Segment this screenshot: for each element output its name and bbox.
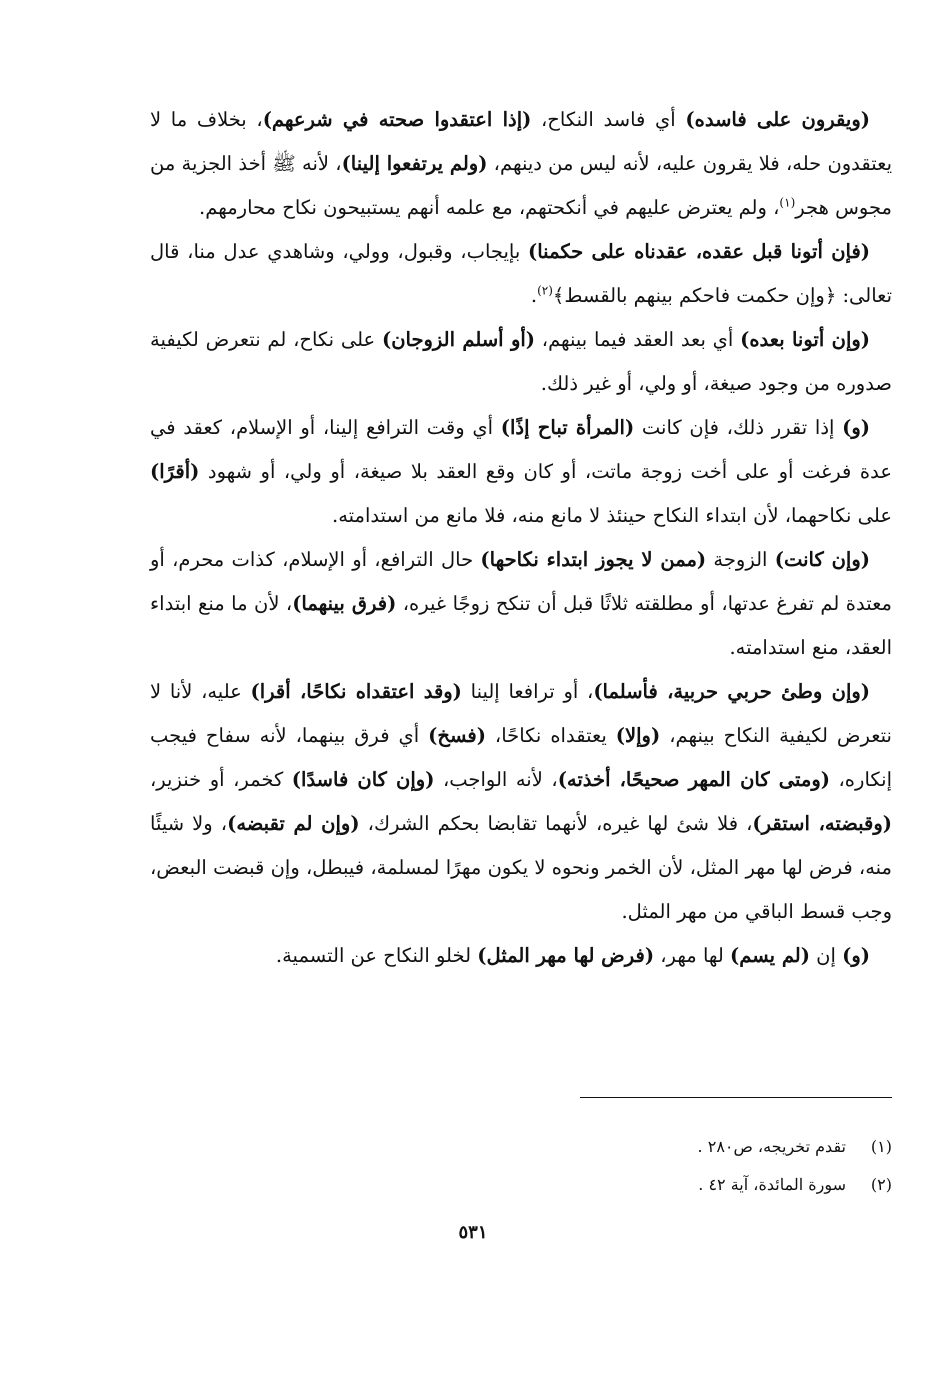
matn-text: (وإن وطئ حربي حربية، فأسلما) — [593, 680, 871, 703]
sharh-text: ، ولا شيئًا منه، فرض لها مهر المثل، لأن الخمر ونحوه لا يكون مهرًا لمسلمة، فيبطل، وإن قبضت البعض، وجب قسط الباقي من مهر المثل. — [150, 812, 892, 923]
matn-text: (فسخ) — [428, 724, 486, 747]
matn-text: (وإن كانت) — [774, 548, 870, 571]
sharh-text: بإيجاب، وقبول، وولي، وشاهدي عدل منا، قال تعالى: ﴿وإن حكمت فاحكم بينهم بالقسط﴾ — [150, 240, 892, 307]
matn-text: (وإلا) — [615, 724, 661, 747]
matn-text: (فرض لها مهر المثل) — [477, 944, 655, 967]
matn-text: (وإن لم تقبضه) — [227, 812, 360, 835]
footnote-1 — [150, 1128, 892, 1166]
footnote-divider — [580, 1097, 892, 1098]
matn-text: (فرق بينهما) — [292, 592, 397, 615]
sharh-text: ، فلا شئ لها غيره، لأنهما تقابضا بحكم الشرك، — [359, 812, 753, 835]
footnote-number: (١) — [870, 1137, 892, 1156]
sharh-text: . — [530, 284, 538, 307]
sharh-text: أي فرق بينهما، لأنه سفاح فيجب إنكاره، — [150, 724, 892, 791]
matn-text: (وإن كان فاسدًا) — [291, 768, 435, 791]
sharh-text: أي بعد العقد فيما بينهم، — [535, 328, 741, 351]
matn-text: (ممن لا يجوز ابتداء نكاحها) — [480, 548, 707, 571]
matn-text: (لم يسم) — [730, 944, 810, 967]
paragraph-7 — [150, 934, 892, 978]
matn-text: (وقد اعتقداه نكاحًا، أقرا) — [250, 680, 462, 703]
sharh-text: ، لأنه ﷺ أخذ الجزية من مجوس هجر — [150, 152, 892, 219]
footnote-2 — [150, 1166, 892, 1204]
matn-text: (إذا اعتقدوا صحته في شرعهم) — [262, 108, 532, 131]
paragraph-6 — [150, 670, 892, 934]
matn-text: (أو أسلم الزوجان) — [381, 328, 536, 351]
sharh-text: كخمر، أو خنزير، — [150, 768, 292, 791]
sharh-text: عليه، لأنا لا نتعرض لكيفية النكاح بينهم، — [150, 680, 892, 747]
sharh-text: ، لأن ما منع ابتداء العقد، منع استدامته. — [150, 592, 892, 659]
matn-text: (المرأة تباح إذًا) — [500, 416, 635, 439]
footnote-number: (٢) — [870, 1175, 892, 1194]
sharh-text: على نكاحهما، لأن ابتداء النكاح حينئذ لا مانع منه، فلا مانع من استدامته. — [332, 504, 892, 527]
page-number: ٥٣١ — [458, 1222, 488, 1243]
sharh-text: لها مهر، — [654, 944, 731, 967]
sharh-text: ، بخلاف ما لا يعتقدون حله، فلا يقرون عليه، لأنه ليس من دينهم، — [150, 108, 893, 175]
sharh-text: الزوجة — [706, 548, 775, 571]
sharh-text: على نكاح، لم نتعرض لكيفية صدوره من وجود صيغة، أو ولي، أو غير ذلك. — [150, 328, 892, 395]
sharh-text: ، ولم يعترض عليهم في أنكحتهم، مع علمه أنهم يستبيحون نكاح محارمهم. — [199, 196, 780, 219]
sharh-text: لخلو النكاح عن التسمية. — [275, 944, 478, 967]
footnote-ref[interactable]: (٢) — [537, 283, 553, 298]
matn-text: (أقرًا) — [150, 460, 200, 483]
paragraph-5 — [150, 538, 892, 670]
sharh-text: إذا تقرر ذلك، فإن كانت — [634, 416, 843, 439]
matn-text: (ولم يرتفعوا إلينا) — [341, 152, 488, 175]
matn-text: (وإن أتونا بعده) — [740, 328, 871, 351]
footnote-text: تقدم تخريجه، ص٢٨٠ . — [697, 1137, 846, 1156]
paragraph-3 — [150, 318, 892, 406]
matn-text: (و) — [842, 416, 870, 439]
footnote-ref[interactable]: (١) — [779, 195, 796, 210]
sharh-text: أي وقت الترافع إلينا، أو الإسلام، كعقد في عدة فرغت أو على أخت زوجة ماتت، أو كان وقع العقد بلا صيغة، أو ولي، أو شهود — [150, 416, 892, 483]
sharh-text: ، أو ترافعا إلينا — [461, 680, 594, 703]
matn-text: (وقبضته، استقر) — [752, 812, 892, 835]
sharh-text: أي فاسد النكاح، — [531, 108, 686, 131]
footnote-text: سورة المائدة، آية ٤٢ . — [698, 1175, 846, 1194]
paragraph-1 — [150, 98, 892, 230]
paragraph-2 — [150, 230, 892, 318]
matn-text: (و) — [842, 944, 870, 967]
sharh-text: يعتقداه نكاحًا، — [485, 724, 616, 747]
sharh-text: حال الترافع، أو الإسلام، كذات محرم، أو معتدة لم تفرغ عدتها، أو مطلقته ثلاثًا قبل أن تنكح زوجًا غيره، — [150, 548, 892, 615]
sharh-text: ، لأنه الواجب، — [434, 768, 558, 791]
main-text — [150, 98, 892, 978]
sharh-text: إن — [809, 944, 843, 967]
matn-text: (ويقرون على فاسده) — [685, 108, 870, 131]
matn-text: (ومتى كان المهر صحيحًا، أخذته) — [557, 768, 830, 791]
footnotes — [150, 1128, 892, 1204]
matn-text: (فإن أتونا قبل عقده، عقدناه على حكمنا) — [528, 240, 870, 263]
paragraph-4 — [150, 406, 892, 538]
